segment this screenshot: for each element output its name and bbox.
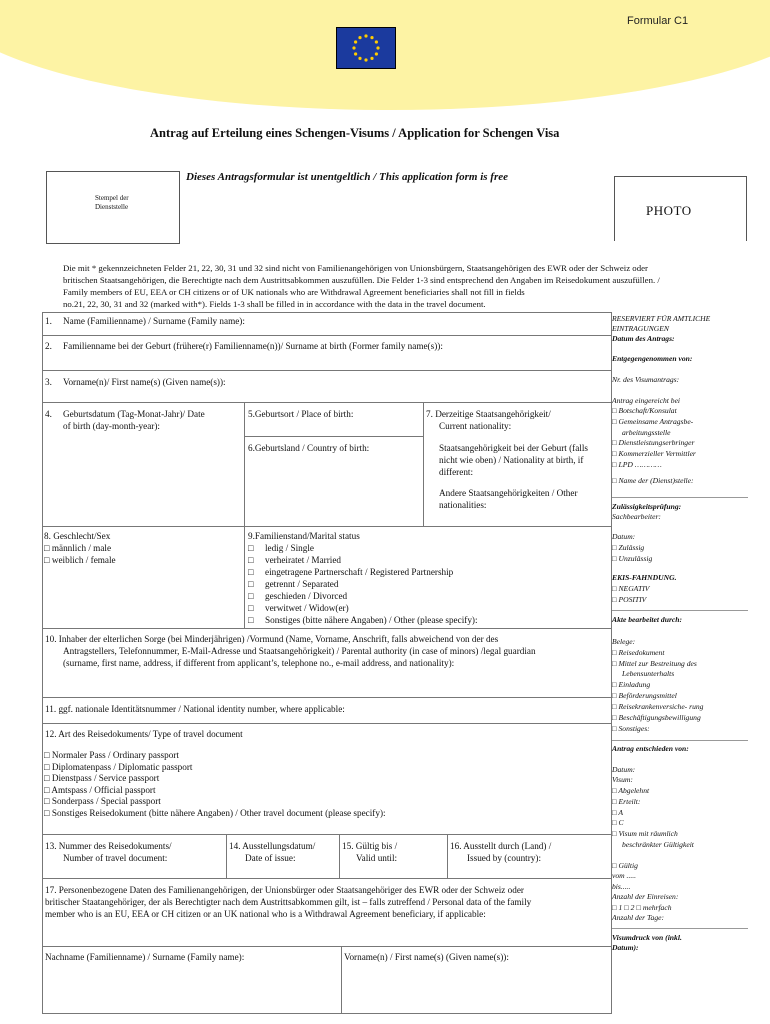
official-use-item: Visum: — [612, 775, 633, 784]
form-code: Formular C1 — [627, 15, 689, 27]
official-use-item: □ NEGATIV — [612, 584, 650, 593]
marital-status-checkbox[interactable]: □ — [248, 603, 254, 613]
field-nationality-at-birth-label-2: nicht wie oben) / Nationality at birth, if — [439, 455, 584, 465]
divider — [42, 402, 612, 403]
official-use-item: □ C — [612, 818, 624, 827]
official-use-item: □ Mittel zur Bestreitung des — [612, 659, 697, 668]
eu-star — [354, 52, 357, 55]
official-use-item: □ Beförderungsmittel — [612, 691, 677, 700]
official-use-item: EKIS-FAHNDUNG. — [612, 573, 677, 582]
divider — [244, 402, 245, 526]
field-family-member-label: 17. Personenbezogene Daten des Familienangehörigen, der Unionsbürger oder Staatsangehöriger des EWR oder der Schweiz oder — [45, 885, 524, 895]
official-use-item: vom ..... — [612, 871, 637, 880]
official-use-item: □ A — [612, 808, 623, 817]
field-travel-document-number-label-en: Number of travel document: — [63, 853, 168, 863]
divider — [42, 878, 612, 879]
official-use-item: □ LPD ………… — [612, 460, 662, 469]
divider — [612, 497, 748, 498]
field-other-nationalities-label: Andere Staatsangehörigkeiten / Other — [439, 488, 578, 498]
official-use-item: bis..... — [612, 882, 631, 891]
official-use-item: Sachbearbeiter: — [612, 512, 661, 521]
field-sex-label: 8. Geschlecht/Sex — [44, 531, 111, 541]
stamp-label: Stempel der Dienststelle — [95, 194, 129, 211]
field-nationality-label-en: Current nationality: — [439, 421, 512, 431]
eu-star — [375, 40, 378, 43]
marital-status-option: Sonstiges (bitte nähere Angaben) / Other (please specify): — [265, 615, 478, 625]
field-1-number: 1. — [45, 316, 52, 326]
official-use-item: Anzahl der Tage: — [612, 913, 665, 922]
eu-star — [375, 52, 378, 55]
official-use-item: Datum: — [612, 532, 636, 541]
sex-option-male[interactable]: □ männlich / male — [44, 543, 112, 553]
official-use-item: □ Botschaft/Konsulat — [612, 406, 677, 415]
divider — [42, 312, 612, 313]
marital-status-option: geschieden / Divorced — [265, 591, 348, 601]
eu-star — [358, 36, 361, 39]
field-parental-authority-label: 10. Inhaber der elterlichen Sorge (bei Minderjährigen) /Vormund (Name, Vorname, Anschrift, falls abweichend von der des — [45, 634, 499, 644]
field-family-member-label-3: member who is an EU, EEA or CH citizen or an UK national who is a Withdrawal Agreement beneficiary, if applicable: — [45, 909, 486, 919]
field-2-number: 2. — [45, 341, 52, 351]
field-valid-until-label-en: Valid until: — [356, 853, 398, 863]
official-use-item: RESERVIERT FÜR AMTLICHE — [612, 314, 711, 323]
field-first-name-label: Vorname(n)/ First name(s) (Given name(s)): — [63, 377, 226, 387]
official-use-item: Datum des Antrags: — [612, 334, 675, 343]
divider — [612, 610, 748, 611]
eu-star — [370, 57, 373, 60]
travel-document-option[interactable]: □ Sonstiges Reisedokument (bitte nähere Angaben) / Other travel document (please specify): — [44, 807, 386, 818]
divider — [42, 723, 612, 724]
divider — [341, 946, 342, 1013]
official-use-item: Anzahl der Einreisen: — [612, 892, 679, 901]
eu-star — [370, 36, 373, 39]
official-use-item: Antrag eingereicht bei — [612, 396, 681, 405]
official-use-item: EINTRAGUNGEN — [612, 324, 669, 333]
free-form-note: Dieses Antragsformular ist unentgeltlich / This application form is free — [186, 171, 508, 183]
field-surname-label: Name (Familienname) / Surname (Family name): — [63, 316, 245, 326]
official-use-item: Akte bearbeitet durch: — [612, 615, 683, 624]
eu-star — [352, 46, 355, 49]
field-date-of-issue-label: 14. Ausstellungsdatum/ — [229, 841, 316, 851]
divider — [244, 436, 423, 437]
official-use-item: □ Gemeinsame Antragsbe- — [612, 417, 694, 426]
sex-option-female[interactable]: □ weiblich / female — [44, 555, 116, 565]
marital-status-checkbox[interactable]: □ — [248, 555, 254, 565]
marital-status-option: verwitwet / Widow(er) — [265, 603, 349, 613]
official-use-item: Nr. des Visumantrags: — [612, 375, 680, 384]
official-use-item: Antrag entschieden von: — [612, 744, 689, 753]
divider — [42, 526, 612, 527]
travel-document-option[interactable]: □ Dienstpass / Service passport — [44, 773, 160, 783]
divider — [42, 312, 43, 1014]
official-use-item: Datum): — [612, 943, 639, 952]
marital-status-option: getrennt / Separated — [265, 579, 339, 589]
photo-box — [614, 176, 747, 241]
travel-document-option[interactable]: □ Amtspass / Official passport — [44, 784, 156, 795]
official-use-item: □ Kommerzieller Vermittler — [612, 449, 696, 458]
field-3-number: 3. — [45, 377, 52, 387]
field-parental-authority-label-2: Antragstellers, Telefonnummer, E-Mail-Adresse und Staatsangehörigkeit) / Parental authority (in case of minors) /legal guardian — [63, 646, 536, 656]
official-use-item: □ Visum mit räumlich — [612, 829, 678, 838]
field-issued-by-label: 16. Ausstellt durch (Land) / — [450, 841, 552, 851]
divider — [42, 946, 612, 947]
field-dob-label: Geburtsdatum (Tag-Monat-Jahr)/ Date — [63, 409, 205, 419]
field-dob-label-en: of birth (day-month-year): — [63, 421, 160, 431]
marital-status-option: eingetragene Partnerschaft / Registered Partnership — [265, 567, 454, 577]
field-nationality-label: 7. Derzeitige Staatsangehörigkeit/ — [426, 409, 551, 419]
official-use-item: Lebensunterhalts — [622, 669, 675, 678]
official-use-item: Entgegengenommen von: — [612, 354, 693, 363]
field-date-of-issue-label-en: Date of issue: — [245, 853, 296, 863]
marital-status-checkbox[interactable]: □ — [248, 615, 254, 625]
official-use-item: □ Sonstiges: — [612, 724, 650, 733]
divider — [423, 402, 424, 526]
official-use-item: □ Reisekrankenversiche- rung — [612, 702, 704, 711]
official-use-item: □ Erteilt: — [612, 797, 641, 806]
divider — [244, 526, 245, 628]
field-place-of-birth-label: 5.Geburtsort / Place of birth: — [248, 409, 354, 419]
field-4-number: 4. — [45, 409, 52, 419]
official-use-item: Datum: — [612, 765, 636, 774]
marital-status-checkbox[interactable]: □ — [248, 567, 254, 577]
field-parental-authority-label-3: (surname, first name, address, if different from applicant’s, telephone no., e-mail address, and nationality): — [63, 658, 455, 668]
divider — [42, 834, 612, 835]
field-marital-status-label: 9.Familienstand/Marital status — [248, 531, 360, 541]
marital-status-option: verheiratet / Married — [265, 555, 342, 565]
eu-star — [364, 34, 367, 37]
official-use-item: arbeitungsstelle — [622, 428, 671, 437]
stamp-box — [46, 171, 180, 244]
field-surname-at-birth-label: Familienname bei der Geburt (frühere(r) Familienname(n))/ Surname at birth (Former family name(s)): — [63, 341, 443, 351]
official-use-item: □ Name der (Dienst)stelle: — [612, 476, 694, 485]
official-use-item: □ Gültig — [612, 861, 638, 870]
field-family-member-label-2: britischer Staatangehöriger, der als Berechtigter nach dem Austrittsabkommen gilt, ist – falls zutreffend / Personal data of the family — [45, 897, 532, 907]
divider — [42, 370, 612, 371]
official-use-item: Zulässigkeitsprüfung: — [612, 502, 682, 511]
divider — [612, 928, 748, 929]
official-use-item: Visumdruck von (inkl. — [612, 933, 682, 942]
intro-text: Die mit * gekennzeichneten Felder 21, 22, 30, 31 und 32 sind nicht von Familienangehörigen von Unionsbürgern, Staatsangehörigen des EWR oder der Schweiz oder britischen Staatsangehörigen, die Berechtigte nach dem Austrittsabkommen auszufüllen. Die Felder 1-3 sind entsprechend den Angaben im Reisedokument auszufüllen. / Family members of EU, EEA or CH citizens or of UK nationals who are Withdrawal Agreement beneficiaries shall not fill in fields no.21, 22, 30, 31 and 32 (marked with*). Fields 1-3 shall be filled in in accordance with the data in the travel document. — [63, 263, 660, 309]
field-valid-until-label: 15. Gültig bis / — [342, 841, 398, 851]
marital-status-option: ledig / Single — [265, 543, 314, 553]
official-use-item: □ Zulässig — [612, 543, 645, 552]
divider — [42, 1013, 612, 1014]
divider — [612, 740, 748, 741]
official-use-item: □ Einladung — [612, 680, 651, 689]
travel-document-option[interactable]: □ Sonderpass / Special passport — [44, 796, 161, 806]
eu-star — [376, 46, 379, 49]
field-nationality-at-birth-label-3: different: — [439, 467, 474, 477]
official-use-item: □ POSITIV — [612, 595, 647, 604]
field-national-id-label: 11. ggf. nationale Identitätsnummer / National identity number, where applicable: — [45, 704, 345, 714]
field-travel-document-type-label: 12. Art des Reisedokuments/ Type of travel document — [45, 729, 243, 739]
divider — [339, 834, 340, 878]
field-family-member-first-name-label: Vorname(n) / First name(s) (Given name(s)): — [344, 952, 509, 962]
official-use-item: □ Beschäftigungsbewilligung — [612, 713, 701, 722]
divider — [447, 834, 448, 878]
photo-label: PHOTO — [646, 203, 692, 218]
marital-status-checkbox[interactable]: □ — [248, 591, 254, 601]
official-use-item: □ Reisedokument — [612, 648, 665, 657]
divider — [226, 834, 227, 878]
field-travel-document-number-label: 13. Nummer des Reisedokuments/ — [45, 841, 172, 851]
page-title: Antrag auf Erteilung eines Schengen-Visums / Application for Schengen Visa — [150, 126, 560, 140]
field-family-member-surname-label: Nachname (Familienname) / Surname (Family name): — [45, 952, 245, 962]
divider — [42, 697, 612, 698]
marital-status-checkbox[interactable]: □ — [248, 579, 254, 589]
field-issued-by-label-en: Issued by (country): — [467, 853, 541, 863]
official-use-item: Belege: — [612, 637, 636, 646]
field-country-of-birth-label: 6.Geburtsland / Country of birth: — [248, 443, 370, 453]
field-nationality-at-birth-label: Staatsangehörigkeit bei der Geburt (falls — [439, 443, 588, 453]
official-use-item: □ Dienstleistungserbringer — [612, 438, 695, 447]
divider — [42, 628, 612, 629]
travel-document-option[interactable]: □ Normaler Pass / Ordinary passport — [44, 750, 179, 760]
official-use-item: □ 1 □ 2 □ mehrfach — [612, 903, 672, 912]
travel-document-option[interactable]: □ Diplomatenpass / Diplomatic passport — [44, 761, 193, 772]
field-other-nationalities-label-2: nationalities: — [439, 500, 487, 510]
eu-star — [364, 58, 367, 61]
eu-star — [354, 40, 357, 43]
marital-status-checkbox[interactable]: □ — [248, 543, 254, 553]
official-use-item: □ Unzulässig — [612, 554, 653, 563]
official-use-item: □ Abgelehnt — [612, 786, 650, 795]
eu-star — [358, 57, 361, 60]
divider — [42, 335, 612, 336]
official-use-item: beschränkter Gültigkeit — [622, 840, 694, 849]
eu-flag-icon — [336, 27, 396, 69]
